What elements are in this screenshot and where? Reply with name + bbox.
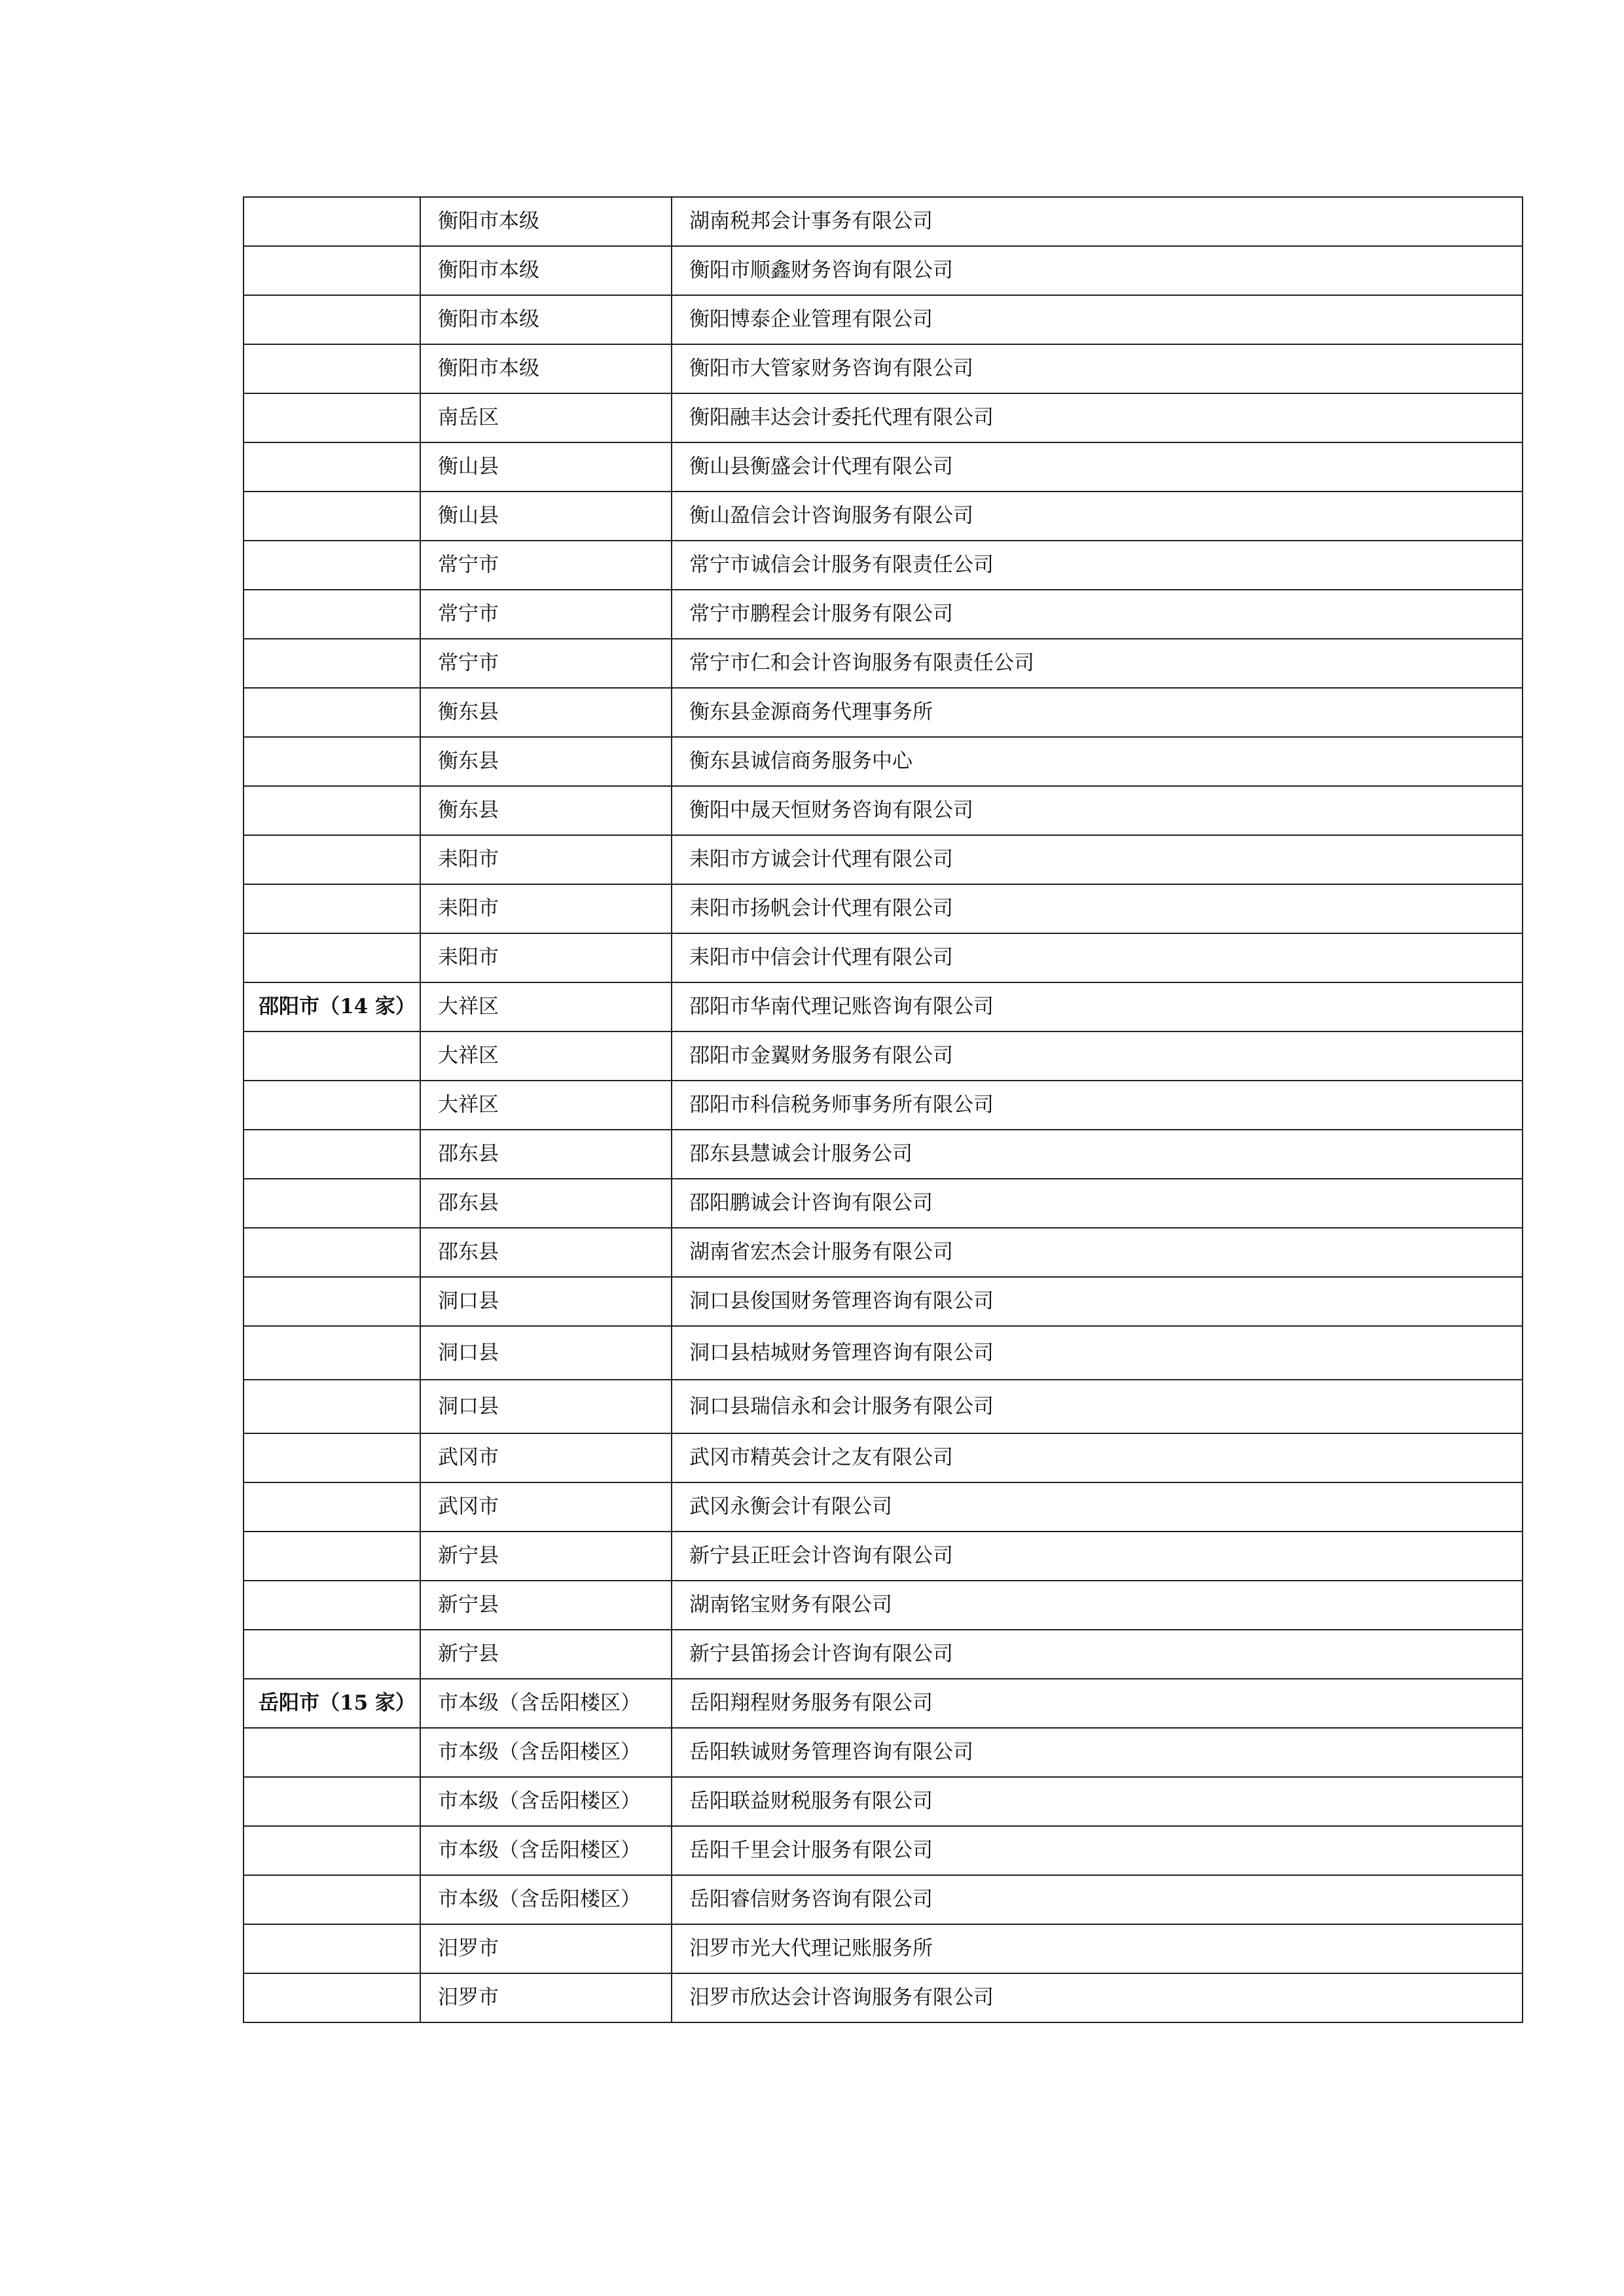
company-cell: 洞口县桔城财务管理咨询有限公司 [672, 1326, 1523, 1380]
city-cell [244, 737, 420, 786]
table-row [244, 1679, 1523, 1728]
company-cell: 岳阳翔程财务服务有限公司 [672, 1679, 1523, 1728]
company-cell: 衡山县衡盛会计代理有限公司 [672, 442, 1523, 492]
city-cell [244, 541, 420, 590]
table-row [244, 688, 1523, 737]
table-row [244, 246, 1523, 295]
company-cell: 洞口县瑞信永和会计服务有限公司 [672, 1380, 1523, 1433]
company-cell: 岳阳千里会计服务有限公司 [672, 1826, 1523, 1875]
district-cell: 衡东县 [420, 688, 672, 737]
agency-table [243, 196, 1523, 2023]
company-cell: 邵阳鹏诚会计咨询有限公司 [672, 1179, 1523, 1228]
table-row [244, 835, 1523, 884]
district-cell: 耒阳市 [420, 835, 672, 884]
table-row [244, 1826, 1523, 1875]
company-cell: 岳阳联益财税服务有限公司 [672, 1777, 1523, 1826]
district-cell: 新宁县 [420, 1532, 672, 1581]
table-row [244, 1532, 1523, 1581]
city-cell [244, 1179, 420, 1228]
table-row [244, 1277, 1523, 1326]
table-row [244, 1728, 1523, 1777]
table-row [244, 1777, 1523, 1826]
company-cell: 新宁县正旺会计咨询有限公司 [672, 1532, 1523, 1581]
district-cell: 汨罗市 [420, 1924, 672, 1973]
company-cell: 衡阳博泰企业管理有限公司 [672, 295, 1523, 344]
table-row [244, 639, 1523, 688]
company-cell: 邵阳市科信税务师事务所有限公司 [672, 1081, 1523, 1130]
district-cell: 市本级（含岳阳楼区） [420, 1728, 672, 1777]
table-row [244, 541, 1523, 590]
table-row [244, 197, 1523, 246]
city-cell [244, 246, 420, 295]
table-row [244, 933, 1523, 982]
table-row [244, 1433, 1523, 1482]
city-cell [244, 1326, 420, 1380]
district-cell: 衡阳市本级 [420, 246, 672, 295]
city-cell [244, 590, 420, 639]
company-cell: 湖南省宏杰会计服务有限公司 [672, 1228, 1523, 1277]
city-cell: 岳阳市（15 家） [244, 1679, 420, 1728]
table-row [244, 737, 1523, 786]
city-cell [244, 1081, 420, 1130]
company-cell: 邵东县慧诚会计服务公司 [672, 1130, 1523, 1179]
district-cell: 衡山县 [420, 442, 672, 492]
table-row [244, 492, 1523, 541]
city-cell [244, 1532, 420, 1581]
district-cell: 衡阳市本级 [420, 295, 672, 344]
district-cell: 洞口县 [420, 1277, 672, 1326]
table-row [244, 1630, 1523, 1679]
district-cell: 洞口县 [420, 1326, 672, 1380]
company-cell: 常宁市诚信会计服务有限责任公司 [672, 541, 1523, 590]
company-cell: 汨罗市欣达会计咨询服务有限公司 [672, 1973, 1523, 2022]
company-cell: 新宁县笛扬会计咨询有限公司 [672, 1630, 1523, 1679]
district-cell: 衡东县 [420, 786, 672, 835]
district-cell: 常宁市 [420, 590, 672, 639]
company-cell: 汨罗市光大代理记账服务所 [672, 1924, 1523, 1973]
table-row [244, 1326, 1523, 1380]
city-cell [244, 344, 420, 393]
district-cell: 邵东县 [420, 1179, 672, 1228]
district-cell: 市本级（含岳阳楼区） [420, 1679, 672, 1728]
district-cell: 新宁县 [420, 1630, 672, 1679]
city-cell [244, 295, 420, 344]
city-cell [244, 492, 420, 541]
company-cell: 衡山盈信会计咨询服务有限公司 [672, 492, 1523, 541]
company-cell: 衡阳市顺鑫财务咨询有限公司 [672, 246, 1523, 295]
city-cell [244, 393, 420, 442]
city-cell [244, 688, 420, 737]
company-cell: 洞口县俊国财务管理咨询有限公司 [672, 1277, 1523, 1326]
table-row [244, 1482, 1523, 1532]
district-cell: 新宁县 [420, 1581, 672, 1630]
city-cell [244, 1875, 420, 1924]
agency-table-body [244, 197, 1523, 2022]
city-cell [244, 1973, 420, 2022]
table-row [244, 295, 1523, 344]
city-cell: 邵阳市（14 家） [244, 982, 420, 1031]
company-cell: 岳阳睿信财务咨询有限公司 [672, 1875, 1523, 1924]
city-cell [244, 197, 420, 246]
table-row [244, 786, 1523, 835]
table-row [244, 1130, 1523, 1179]
company-cell: 邵阳市华南代理记账咨询有限公司 [672, 982, 1523, 1031]
company-cell: 邵阳市金翼财务服务有限公司 [672, 1031, 1523, 1081]
district-cell: 大祥区 [420, 982, 672, 1031]
district-cell: 耒阳市 [420, 884, 672, 933]
city-cell [244, 442, 420, 492]
district-cell: 常宁市 [420, 541, 672, 590]
city-cell [244, 1924, 420, 1973]
city-cell [244, 639, 420, 688]
city-cell [244, 1380, 420, 1433]
district-cell: 洞口县 [420, 1380, 672, 1433]
company-cell: 常宁市仁和会计咨询服务有限责任公司 [672, 639, 1523, 688]
company-cell: 岳阳轶诚财务管理咨询有限公司 [672, 1728, 1523, 1777]
city-cell [244, 1433, 420, 1482]
district-cell: 南岳区 [420, 393, 672, 442]
company-cell: 耒阳市扬帆会计代理有限公司 [672, 884, 1523, 933]
company-cell: 湖南铭宝财务有限公司 [672, 1581, 1523, 1630]
city-cell [244, 933, 420, 982]
company-cell: 武冈市精英会计之友有限公司 [672, 1433, 1523, 1482]
city-cell [244, 1581, 420, 1630]
district-cell: 常宁市 [420, 639, 672, 688]
table-row [244, 442, 1523, 492]
city-cell [244, 1228, 420, 1277]
district-cell: 耒阳市 [420, 933, 672, 982]
city-cell [244, 786, 420, 835]
company-cell: 常宁市鹏程会计服务有限公司 [672, 590, 1523, 639]
district-cell: 市本级（含岳阳楼区） [420, 1826, 672, 1875]
company-cell: 衡阳融丰达会计委托代理有限公司 [672, 393, 1523, 442]
table-row [244, 1973, 1523, 2022]
table-row [244, 1031, 1523, 1081]
city-cell [244, 1277, 420, 1326]
city-cell [244, 1031, 420, 1081]
table-row [244, 393, 1523, 442]
city-cell [244, 1777, 420, 1826]
city-cell [244, 1826, 420, 1875]
district-cell: 市本级（含岳阳楼区） [420, 1875, 672, 1924]
district-cell: 衡阳市本级 [420, 344, 672, 393]
company-cell: 湖南税邦会计事务有限公司 [672, 197, 1523, 246]
company-cell: 耒阳市中信会计代理有限公司 [672, 933, 1523, 982]
district-cell: 衡东县 [420, 737, 672, 786]
district-cell: 大祥区 [420, 1081, 672, 1130]
city-cell [244, 835, 420, 884]
district-cell: 武冈市 [420, 1433, 672, 1482]
company-cell: 衡阳市大管家财务咨询有限公司 [672, 344, 1523, 393]
table-row [244, 1875, 1523, 1924]
company-cell: 武冈永衡会计有限公司 [672, 1482, 1523, 1532]
company-cell: 衡阳中晟天恒财务咨询有限公司 [672, 786, 1523, 835]
table-row [244, 590, 1523, 639]
district-cell: 汨罗市 [420, 1973, 672, 2022]
district-cell: 大祥区 [420, 1031, 672, 1081]
city-cell [244, 1728, 420, 1777]
table-row [244, 982, 1523, 1031]
table-row [244, 884, 1523, 933]
city-cell [244, 1630, 420, 1679]
table-row [244, 344, 1523, 393]
district-cell: 邵东县 [420, 1228, 672, 1277]
table-row [244, 1081, 1523, 1130]
district-cell: 武冈市 [420, 1482, 672, 1532]
company-cell: 衡东县金源商务代理事务所 [672, 688, 1523, 737]
company-cell: 耒阳市方诚会计代理有限公司 [672, 835, 1523, 884]
table-row [244, 1179, 1523, 1228]
city-cell [244, 1130, 420, 1179]
district-cell: 邵东县 [420, 1130, 672, 1179]
company-cell: 衡东县诚信商务服务中心 [672, 737, 1523, 786]
district-cell: 衡山县 [420, 492, 672, 541]
table-row [244, 1924, 1523, 1973]
district-cell: 市本级（含岳阳楼区） [420, 1777, 672, 1826]
table-row [244, 1228, 1523, 1277]
table-row [244, 1380, 1523, 1433]
table-row [244, 1581, 1523, 1630]
city-cell [244, 1482, 420, 1532]
district-cell: 衡阳市本级 [420, 197, 672, 246]
city-cell [244, 884, 420, 933]
